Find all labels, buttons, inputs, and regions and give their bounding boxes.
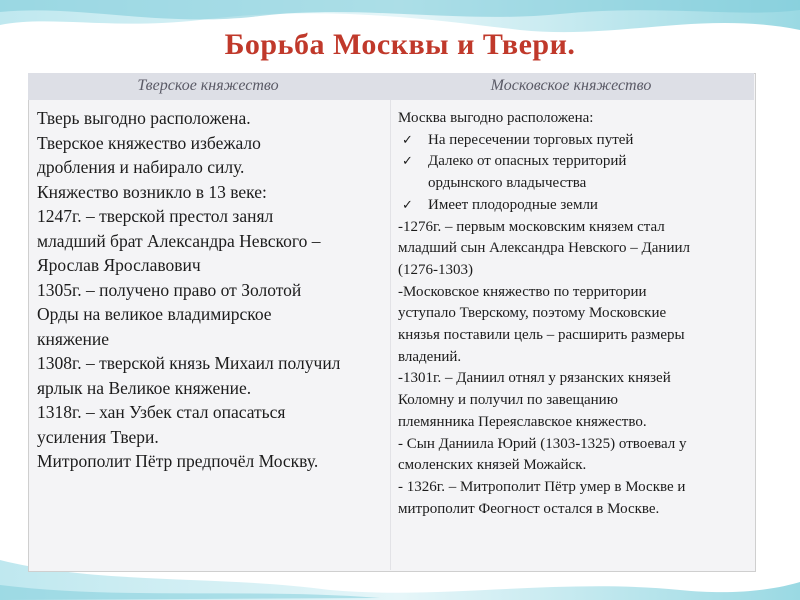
moscow-line: -1301г. – Даниил отнял у рязанских князей [398,370,671,387]
moscow-line: митрополит Феогност остался в Москве. [398,500,660,517]
tver-column [37,106,387,474]
check-item [398,130,748,152]
check-item-text: Далеко от опасных территорий [428,153,627,170]
check-item [398,195,748,217]
tver-line: Митрополит Пётр предпочёл Москву. [37,451,319,471]
table-header-row [28,73,754,100]
moscow-line: владений. [398,348,462,365]
tver-line: ярлык на Великое княжение. [37,377,252,398]
check-item-text: На пересечении торговых путей [428,131,634,148]
moscow-line: -1276г. – первым московским князем стал [398,218,665,235]
tver-line: младший брат Александра Невского – [37,230,321,251]
moscow-line: - Сын Даниила Юрий (1303-1325) отвоевал у [398,435,687,452]
moscow-line: князья поставили цель – расширить размеры [398,327,685,344]
moscow-line: -Московское княжество по территории [398,283,647,300]
check-item [398,151,748,173]
column-divider [390,100,391,570]
tver-line: усиления Твери. [37,426,159,447]
checkmark-icon: ✓ [402,132,413,148]
header-tver: Тверское княжество [137,77,279,94]
moscow-line: (1276-1303) [398,261,473,278]
tver-line: 1305г. – получено право от Золотой [37,279,302,300]
moscow-line: племянника Переяславское княжество. [398,413,647,430]
tver-line: Ярослав Ярославович [37,255,201,275]
moscow-line: - 1326г. – Митрополит Пётр умер в Москве и [398,478,686,495]
tver-line: Орды на великое владимирское [37,304,272,324]
moscow-line: младший сын Александра Невского – Даниил [398,240,690,257]
moscow-line: Коломну и получил по завещанию [398,392,618,409]
tver-line: 1318г. – хан Узбек стал опасаться [37,402,286,422]
checkmark-icon: ✓ [402,154,413,170]
moscow-column [398,108,748,520]
tver-line: 1247г. – тверской престол занял [37,206,274,226]
tver-line: Княжество возникло в 13 веке: [37,181,267,202]
moscow-line: смоленских князей Можайск. [398,457,587,474]
tver-line: Тверское княжество избежало [37,132,261,153]
check-item-continuation: ордынского владычества [428,175,587,192]
checkmark-icon: ✓ [402,197,413,213]
tver-line: 1308г. – тверской князь Михаил получил [37,353,341,373]
tver-line: Тверь выгодно расположена. [37,108,251,128]
moscow-line: уступало Тверскому, поэтому Московские [398,305,667,322]
moscow-intro: Москва выгодно расположена: [398,110,594,126]
check-item-text: Имеет плодородные земли [428,196,598,213]
tver-line: княжение [37,328,110,349]
slide-title: Борьба Москвы и Твери. [224,28,576,61]
tver-line: дробления и набирало силу. [37,157,245,177]
header-moscow: Московское княжество [490,77,652,94]
